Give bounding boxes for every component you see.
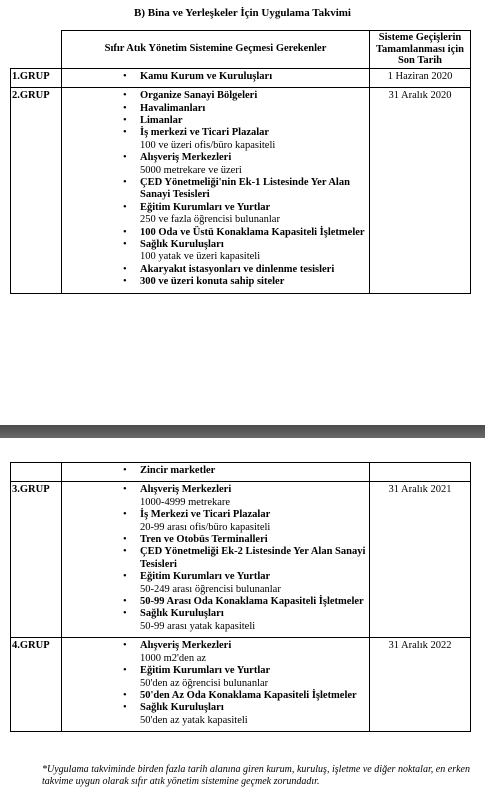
bullet-icon: •	[123, 640, 127, 652]
item-title: 300 ve üzeri konuta sahip siteler	[140, 276, 285, 288]
group-label: 1.GRUP	[11, 68, 62, 87]
list-item	[62, 71, 369, 83]
group-deadline: 31 Aralık 2020	[370, 88, 471, 294]
bullet-icon: •	[123, 115, 127, 126]
item-list	[62, 482, 369, 637]
list-item	[62, 152, 369, 177]
list-item	[62, 640, 369, 665]
item-title: Alışveriş Merkezleri	[140, 640, 232, 652]
item-detail: 100 yatak ve üzeri kapasiteli	[140, 251, 261, 263]
bullet-icon: •	[123, 534, 127, 546]
item-title: İş Merkezi ve Ticari Plazalar	[140, 509, 271, 521]
page-break-divider	[0, 425, 485, 438]
bullet-icon: •	[123, 177, 127, 189]
item-title: 100 Oda ve Üstü Konaklama Kapasiteli İşletmeler	[140, 226, 365, 238]
item-detail: 1000 m2'den az	[140, 652, 207, 664]
item-title: Havalimanları	[140, 102, 206, 114]
group-label: 3.GRUP	[11, 482, 62, 638]
list-item	[62, 465, 369, 477]
item-list	[62, 463, 369, 481]
item-detail: 50'den az yatak kapasiteli	[140, 714, 248, 726]
item-title: Eğitim Kurumları ve Yurtlar	[140, 201, 271, 213]
list-item	[62, 115, 369, 127]
item-title: ÇED Yönetmeliği Ek-2 Listesinde Yer Alan Sanayi Tesisleri	[140, 546, 366, 570]
item-detail: 1000-4999 metrekare	[140, 496, 231, 508]
bullet-icon: •	[123, 70, 127, 82]
item-title: Kamu Kurum ve Kuruluşları	[140, 70, 273, 82]
item-title: Alışveriş Merkezleri	[140, 152, 232, 164]
item-title: Alışveriş Merkezleri	[140, 484, 232, 496]
bullet-icon: •	[123, 465, 127, 476]
item-detail: 250 ve fazla öğrencisi bulunanlar	[140, 214, 280, 226]
group-items-cell	[62, 638, 370, 732]
item-title: Limanlar	[140, 115, 183, 126]
table-header-row	[11, 31, 471, 69]
item-detail: 20-99 arası ofis/büro kapasiteli	[140, 521, 271, 533]
list-item	[62, 103, 369, 115]
bullet-icon: •	[123, 276, 127, 288]
list-item	[62, 227, 369, 239]
group-label: 2.GRUP	[11, 88, 62, 294]
page-title: B) Bina ve Yerleşkeler İçin Uygulama Takvimi	[134, 7, 351, 19]
group-items-cell	[62, 68, 370, 87]
item-title: Sağlık Kuruluşları	[140, 608, 224, 620]
item-title: Akaryakıt istasyonları ve dinlenme tesisleri	[140, 263, 335, 275]
list-item	[62, 702, 369, 727]
list-item	[62, 690, 369, 702]
bullet-icon: •	[123, 702, 127, 714]
list-item	[62, 665, 369, 690]
group-row	[11, 88, 471, 294]
item-title: Eğitim Kurumları ve Yurtlar	[140, 571, 271, 583]
item-title: Tren ve Otobüs Terminalleri	[140, 534, 268, 546]
group-items-cell	[62, 463, 370, 482]
schedule-table-page-1	[10, 30, 471, 294]
bullet-icon: •	[123, 102, 127, 114]
list-item	[62, 484, 369, 509]
bullet-icon: •	[123, 509, 127, 521]
group-label: 4.GRUP	[11, 638, 62, 732]
item-title: Eğitim Kurumları ve Yurtlar	[140, 665, 271, 677]
list-item	[62, 534, 369, 546]
list-item	[62, 127, 369, 152]
list-item	[62, 202, 369, 227]
item-title: Sağlık Kuruluşları	[140, 702, 224, 714]
group-row	[11, 638, 471, 732]
list-item	[62, 239, 369, 264]
bullet-icon: •	[123, 665, 127, 677]
list-item	[62, 509, 369, 534]
header-blank-cell	[11, 31, 62, 69]
header-deadline-line: Son Tarih	[397, 55, 443, 67]
group-deadline: 31 Aralık 2022	[370, 638, 471, 732]
header-deadline-line: Sisteme Geçişlerin	[378, 32, 462, 43]
item-title: Zincir marketler	[140, 465, 216, 476]
bullet-icon: •	[123, 127, 127, 139]
list-item	[62, 276, 369, 288]
bullet-icon: •	[123, 152, 127, 164]
item-title: İş merkezi ve Ticari Plazalar	[140, 127, 270, 139]
item-title: ÇED Yönetmeliği'nin Ek-1 Listesinde Yer Alan Sanayi Tesisleri	[140, 177, 350, 201]
bullet-icon: •	[123, 608, 127, 620]
item-detail: 100 ve üzeri ofis/büro kapasiteli	[140, 139, 276, 151]
bullet-icon: •	[123, 90, 127, 102]
item-title: Organize Sanayi Bölgeleri	[140, 90, 258, 102]
bullet-icon: •	[123, 239, 127, 251]
bullet-icon: •	[123, 571, 127, 583]
bullet-icon: •	[123, 689, 127, 701]
item-list	[62, 88, 369, 293]
schedule-table-page-2	[10, 462, 471, 732]
list-item	[62, 596, 369, 608]
bullet-icon: •	[123, 226, 127, 238]
header-deadline-line: Tamamlanması için	[376, 43, 464, 55]
group-label	[11, 463, 62, 482]
item-list	[62, 638, 369, 731]
item-title: 50'den Az Oda Konaklama Kapasiteli İşletmeler	[140, 689, 357, 701]
header-deadline	[370, 31, 471, 69]
bullet-icon: •	[123, 263, 127, 275]
list-item	[62, 177, 369, 202]
item-list	[62, 69, 369, 87]
item-title: 50-99 Arası Oda Konaklama Kapasiteli İşletmeler	[140, 596, 364, 608]
group-items-cell	[62, 482, 370, 638]
group-deadline	[370, 463, 471, 482]
group-row	[11, 68, 471, 87]
bullet-icon: •	[123, 484, 127, 496]
item-detail: 50'den az öğrencisi bulunanlar	[140, 677, 269, 689]
list-item	[62, 608, 369, 633]
group-deadline: 31 Aralık 2021	[370, 482, 471, 638]
footnote: *Uygulama takviminde birden fazla tarih alanına giren kurum, kuruluş, işletme ve diğer noktalar, en erken takvime uygun olarak sıfır atık yönetim sistemine geçmek zorundadır.	[42, 764, 470, 787]
list-item	[62, 264, 369, 276]
group-items-cell	[62, 88, 370, 294]
bullet-icon: •	[123, 596, 127, 608]
group-row	[11, 482, 471, 638]
item-detail: 5000 metrekare ve üzeri	[140, 164, 242, 176]
list-item	[62, 90, 369, 102]
list-item	[62, 546, 369, 571]
group-row	[11, 463, 471, 482]
item-detail: 50-99 arası yatak kapasiteli	[140, 620, 256, 632]
list-item	[62, 571, 369, 596]
header-requirement: Sıfır Atık Yönetim Sistemine Geçmesi Gerekenler	[62, 31, 370, 69]
bullet-icon: •	[123, 546, 127, 558]
group-deadline: 1 Haziran 2020	[370, 68, 471, 87]
item-title: Sağlık Kuruluşları	[140, 239, 224, 251]
bullet-icon: •	[123, 201, 127, 213]
item-detail: 50-249 arası öğrencisi bulunanlar	[140, 583, 281, 595]
